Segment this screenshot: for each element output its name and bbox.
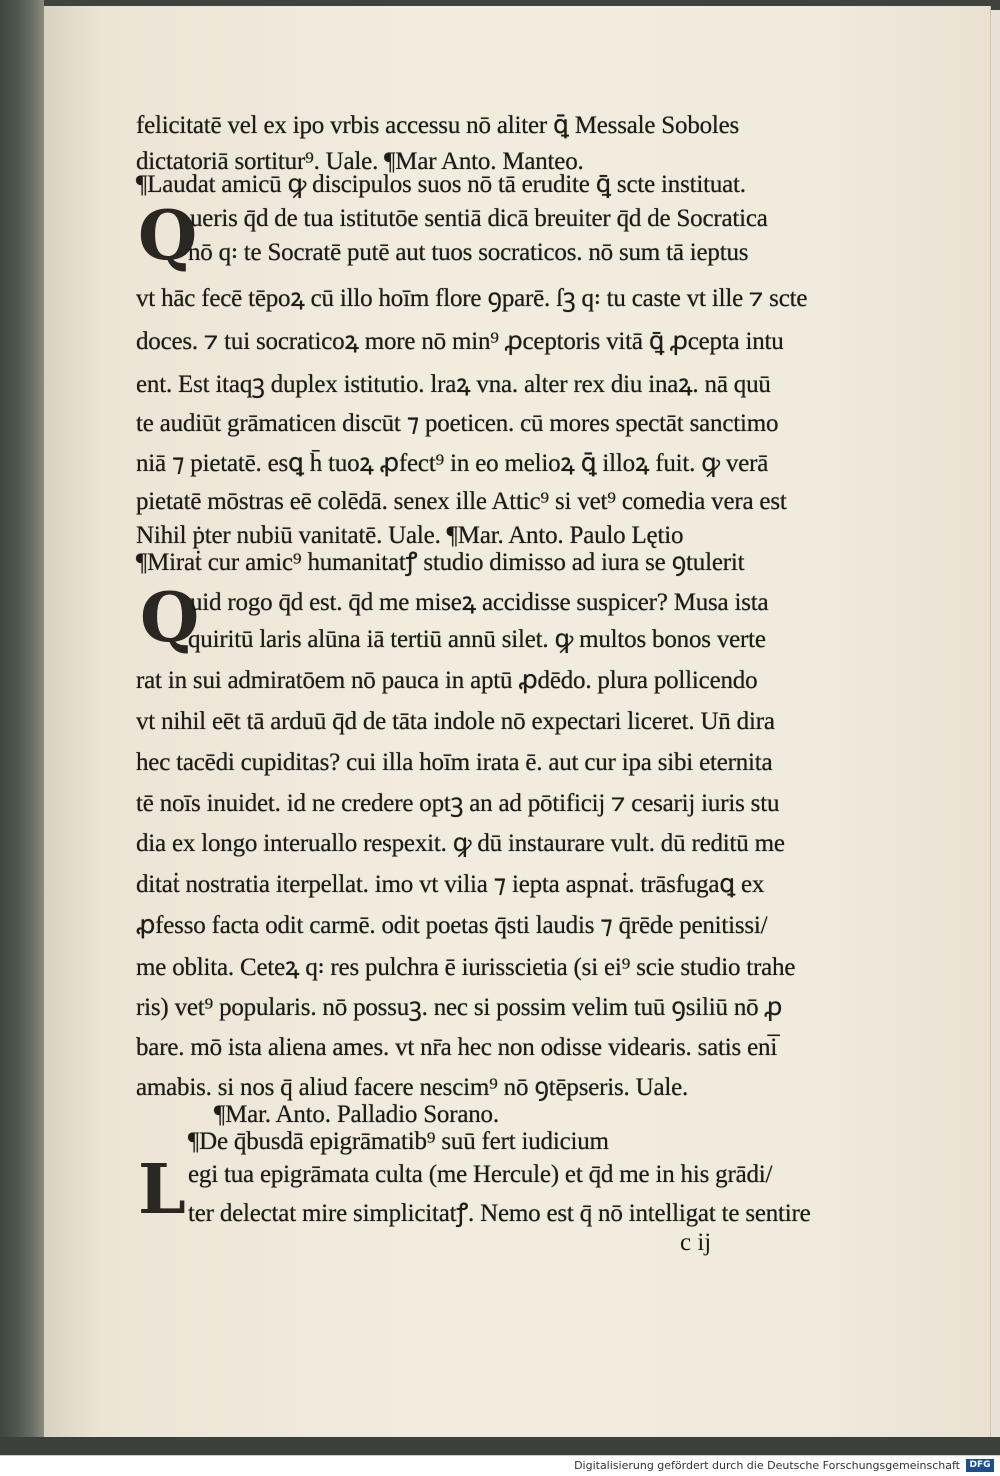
text-line: nō q꞉ te Socratē putē aut tuos socraticos. nō sum tā ieptus bbox=[188, 239, 749, 266]
text-line: dia ex longo interuallo respexit. ꝙ dū instaurare vult. dū reditū me bbox=[136, 830, 785, 857]
text-line: niā ⁊ pietatē. esꝗ h̄ tuoꝝ ꝓfect⁹ in eo melioꝝ ꝗ̄ illoꝝ fuit. ꝙ verā bbox=[136, 450, 769, 477]
text-line: tē noīs inuidet. id ne credere optꝫ an ad pōtificij ⁊ cesarij iuris stu bbox=[136, 790, 780, 817]
heading-line: ¶De q̄busdā epigrāmatib⁹ suū fert iudicium bbox=[188, 1128, 609, 1155]
initial-capital: Q bbox=[138, 196, 198, 276]
text-line: amabis. si nos q̄ aliud facere nescim⁹ nō ꝯtēpseris. Uale. bbox=[136, 1074, 689, 1101]
heading-line: ¶Miraṫ cur amic⁹ humanitatꝭ studio dimisso ad iura se ꝯtulerit bbox=[136, 549, 745, 576]
signature-mark: c ij bbox=[680, 1229, 712, 1256]
dfg-logo: DFG bbox=[966, 1459, 994, 1472]
initial-capital: L bbox=[138, 1150, 186, 1230]
footer-bar bbox=[0, 1455, 1000, 1476]
text-line: me oblita. Ceteꝝ q꞉ res pulchra ē iurisscietia (si ei⁹ scie studio trahe bbox=[136, 954, 796, 981]
text-line: felicitatē vel ex ipo vrbis accessu nō aliter ꝗ̄ Messale Soboles bbox=[136, 112, 740, 139]
heading-line: ¶Laudat amicū ꝙ discipulos suos nō tā erudite ꝗ̄ scte instituat. bbox=[136, 171, 746, 198]
text-line: ent. Est itaqꝫ duplex istitutio. lraꝝ vna. alter rex diu inaꝝ. nā quū bbox=[136, 371, 771, 398]
text-line: Nihil ṗter nubiū vanitatē. Uale. ¶Mar. Anto. Paulo Lętio bbox=[136, 522, 684, 549]
text-line: vt nihil eēt tā arduū q̄d de tāta indole nō expectari liceret. Un̄ dira bbox=[136, 708, 775, 735]
text-line: vt hāc fecē tēpoꝝ cū illo hoīm flore ꝯparē. ſꝫ q꞉ tu caste vt ille ⁊ scte bbox=[136, 285, 808, 312]
text-line: ris) vet⁹ popularis. nō possuꝫ. nec si possim velim tuū ꝯsiliū nō ꝓ bbox=[136, 994, 783, 1021]
text-line: doces. ⁊ tui socraticoꝝ more nō min⁹ ꝓceptoris vitā ꝗ̄ ꝓcepta intu bbox=[136, 328, 784, 355]
text-line: bare. mō ista aliena ames. vt nr̄a hec non odisse videaris. satis eni̅ bbox=[136, 1034, 778, 1061]
text-line: ter delectat mire simplicitatꝭ. Nemo est q̄ nō intelligat te sentire bbox=[188, 1200, 811, 1227]
text-line: dictatoriā sortitur⁹. Uale. ¶Mar Anto. Manteo. bbox=[136, 148, 584, 175]
initial-capital: Q bbox=[140, 578, 200, 658]
printed-page bbox=[44, 6, 991, 1438]
heading-line: ¶Mar. Anto. Palladio Sorano. bbox=[214, 1101, 499, 1128]
text-line: pietatē mōstras eē colēdā. senex ille Attic⁹ si vet⁹ comedia vera est bbox=[136, 488, 787, 515]
text-line: quiritū laris alūna iā tertiū annū silet. ꝙ multos bonos verte bbox=[188, 626, 766, 653]
text-line: hec tacēdi cupiditas? cui illa hoīm irata ē. aut cur ipa sibi eternita bbox=[136, 749, 773, 776]
text-line: uid rogo q̄d est. q̄d me miseꝝ accidisse suspicer? Musa ista bbox=[190, 589, 769, 616]
funding-notice: Digitalisierung gefördert durch die Deutsche Forschungsgemeinschaft bbox=[574, 1459, 960, 1472]
book-board-bottom bbox=[0, 1437, 1000, 1455]
text-line: ꝓfesso facta odit carmē. odit poetas q̄sti laudis ⁊ q̄rēde penitissi/ bbox=[136, 912, 768, 939]
text-line: te audiūt grāmaticen discūt ⁊ poeticen. cū mores spectāt sanctimo bbox=[136, 410, 779, 437]
book-spine-edge bbox=[0, 0, 44, 1455]
text-line: egi tua epigrāmata culta (me Hercule) et q̄d me in his grādi/ bbox=[188, 1161, 773, 1188]
text-line: ueris q̄d de tua istitutōe sentiā dicā breuiter q̄d de Socratica bbox=[190, 205, 768, 232]
text-line: rat in sui admiratōem nō pauca in aptū ꝓdēdo. plura pollicendo bbox=[136, 667, 758, 694]
text-line: ditaṫ nostratia iterpellat. imo vt vilia ⁊ iepta aspnaṫ. trāsfugaꝗ ex bbox=[136, 871, 765, 898]
